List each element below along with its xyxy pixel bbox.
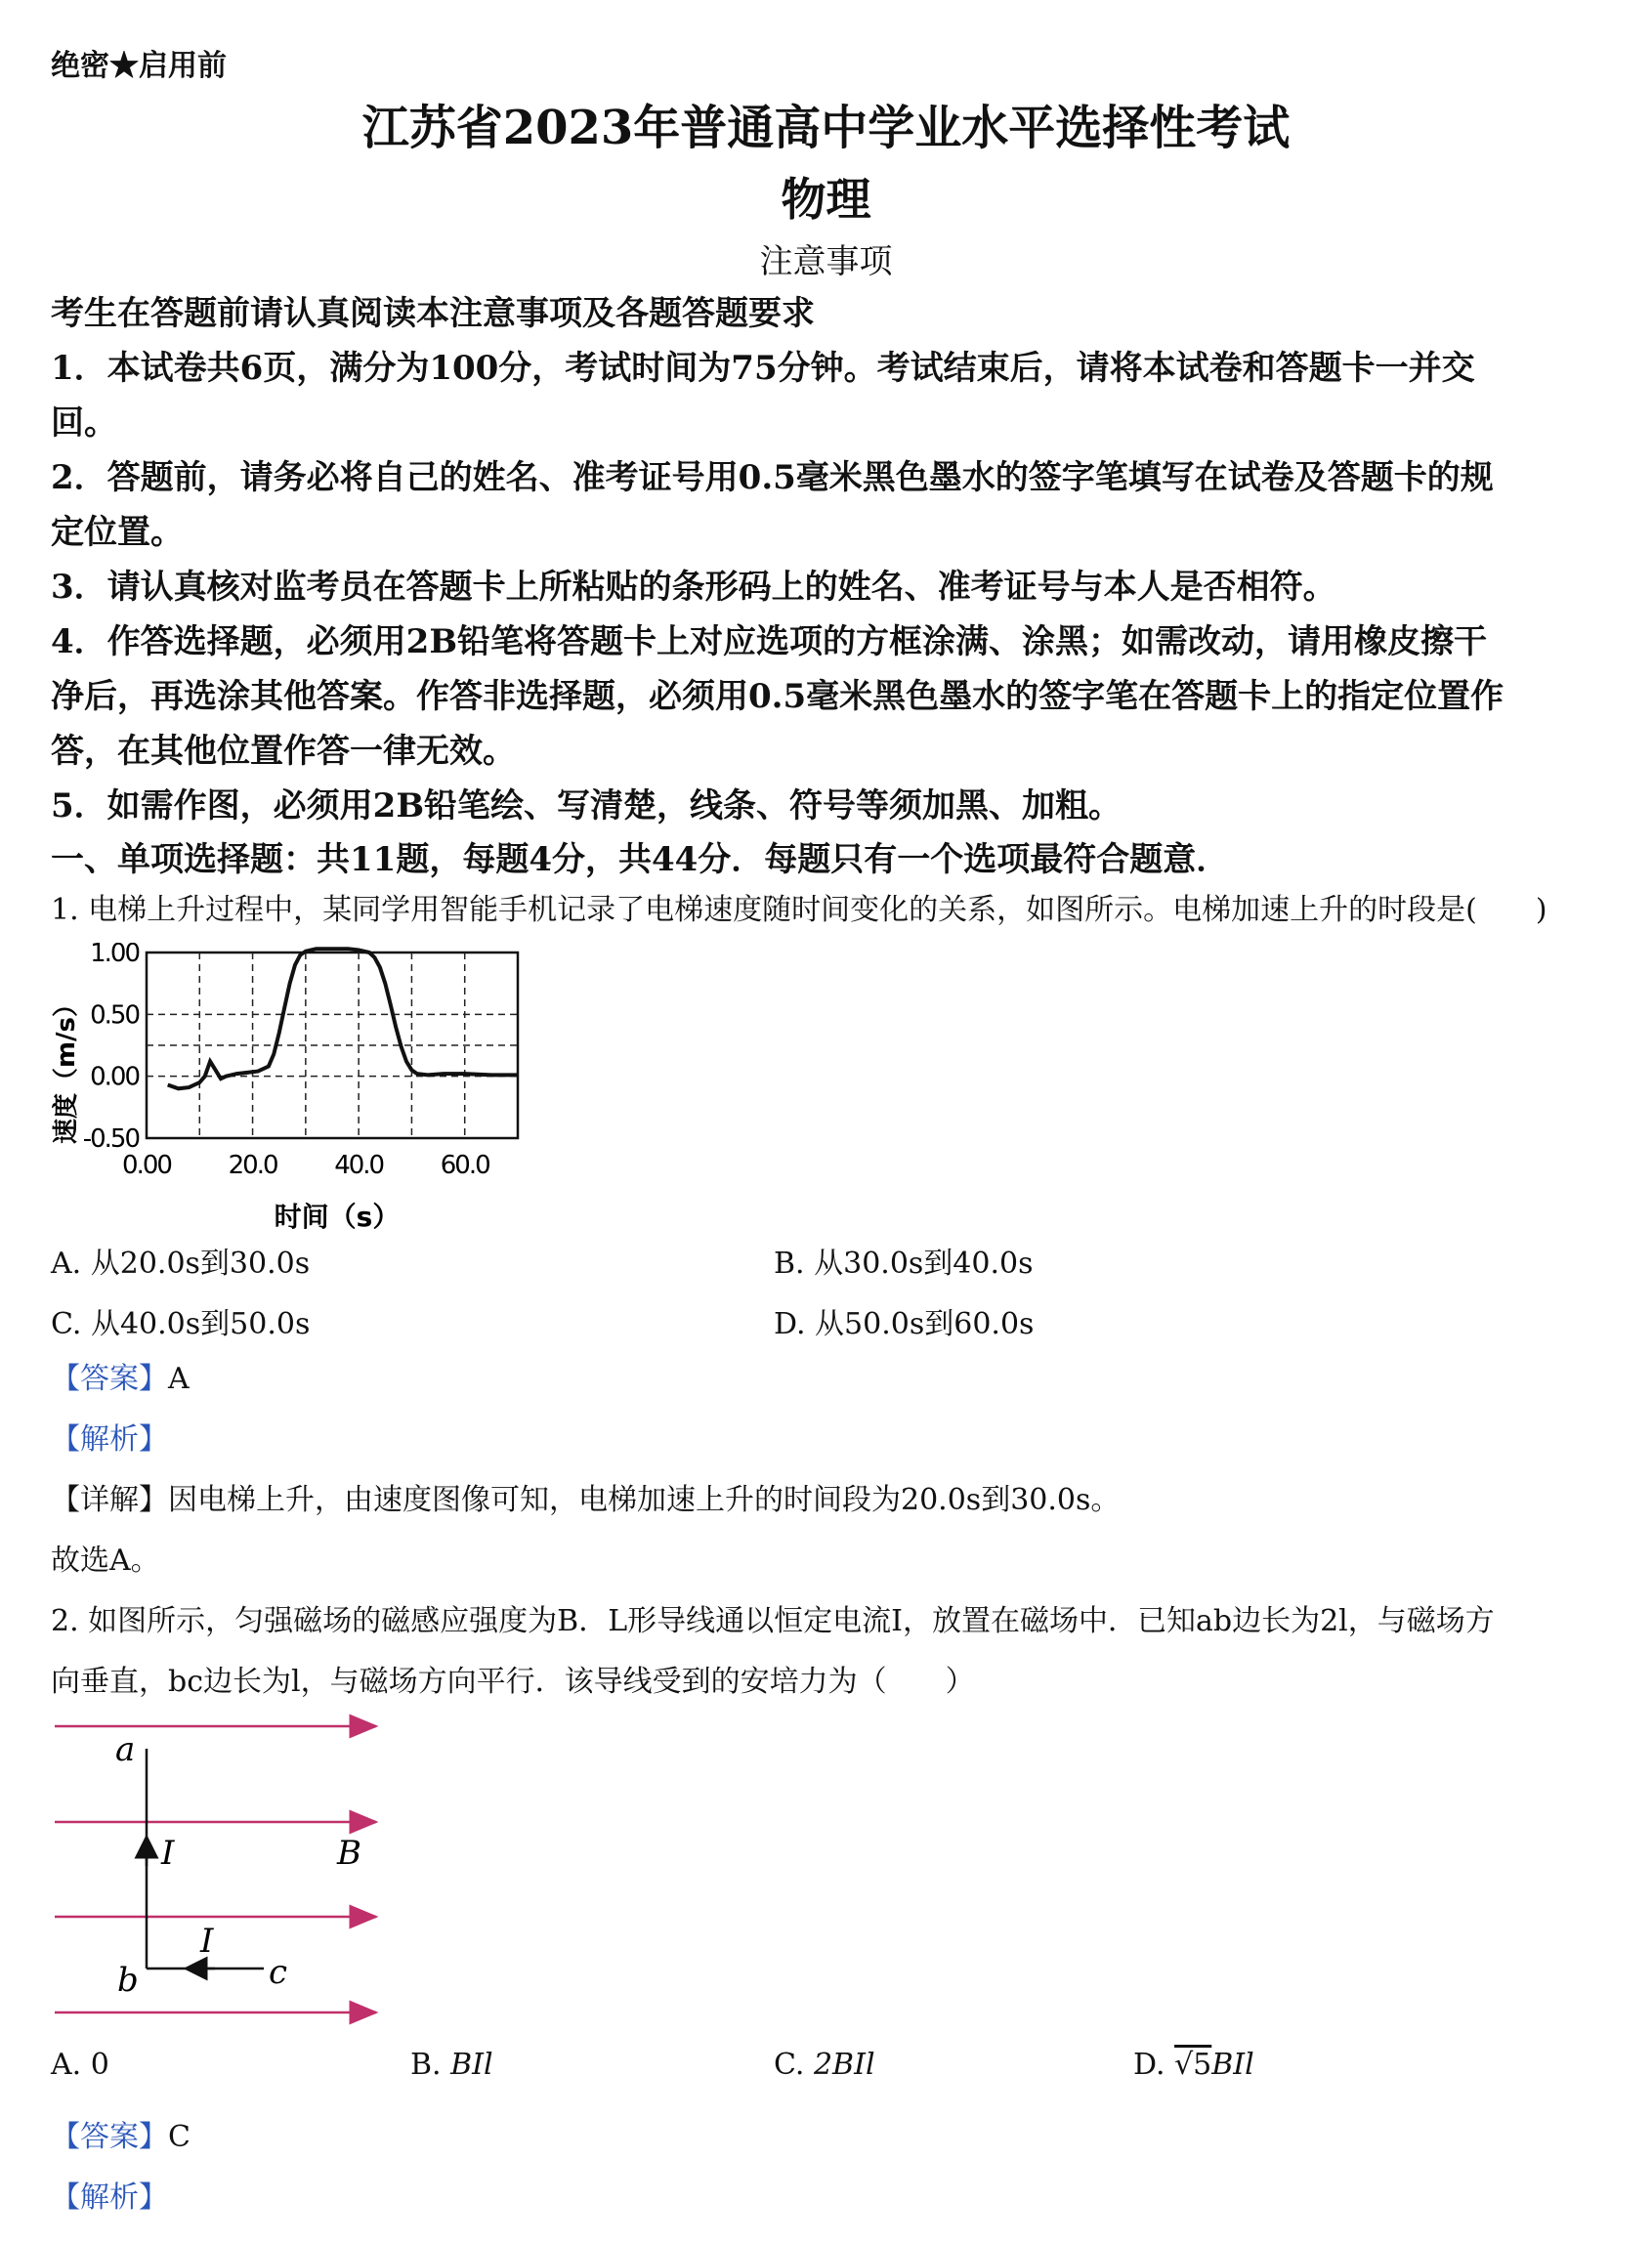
x-tick-label-1: 20.0: [228, 1151, 277, 1180]
q2-option-d-sqrt: √5: [1174, 2048, 1212, 2082]
q1-option-b[interactable]: B. 从30.0s到40.0s: [774, 1247, 1034, 1281]
instruction-5: 5．如需作图，必须用2B铅笔绘、写清楚，线条、符号等须加黑、加粗。: [51, 786, 1123, 826]
q2-option-c-value: 2BIl: [813, 2048, 875, 2082]
q2-option-c[interactable]: [774, 2048, 875, 2082]
q1-analysis-label: 【解析】: [51, 1422, 168, 1457]
q2-option-d-value: BIl: [1211, 2048, 1254, 2082]
q1-stem: 1. 电梯上升过程中，某同学用智能手机记录了电梯速度随时间变化的关系，如图所示。电梯加速上升的时段是( ): [51, 893, 1547, 927]
instruction-4c: 答，在其他位置作答一律无效。: [51, 732, 516, 771]
y-tick-label-1: 0.50: [90, 1000, 139, 1031]
q1-option-d[interactable]: D. 从50.0s到60.0s: [774, 1307, 1035, 1341]
q1-option-a[interactable]: A. 从20.0s到30.0s: [51, 1247, 311, 1281]
q2-stem-line2: 向垂直，bc边长为l，与磁场方向平行．该导线受到的安培力为（ ）: [51, 1665, 975, 1699]
label-current-ab: I: [161, 1834, 175, 1873]
q2-option-a[interactable]: A. 0: [51, 2048, 109, 2082]
instruction-2a: 2．答题前，请务必将自己的姓名、准考证号用0.5毫米黑色墨水的签字笔填写在试卷及答题卡的规: [51, 458, 1494, 497]
y-tick-label-3: -0.50: [82, 1124, 139, 1154]
x-tick-label-0: 0.00: [122, 1151, 171, 1180]
instruction-4b: 净后，再选涂其他答案。作答非选择题，必须用0.5毫米黑色墨水的签字笔在答题卡上的指定位置作: [51, 677, 1504, 716]
label-b: b: [117, 1961, 139, 2000]
instruction-2b: 定位置。: [51, 513, 184, 552]
x-tick-label-2: 40.0: [334, 1151, 384, 1180]
q2-option-b[interactable]: [410, 2048, 493, 2082]
q1-detail: [51, 1471, 1120, 1530]
q2-option-b-prefix: B.: [410, 2048, 451, 2082]
chart-y-axis-label: 速度（m/s）: [52, 991, 81, 1145]
confidential-mark: 绝密★启用前: [51, 49, 227, 83]
chart-x-axis-label: 时间（s）: [274, 1201, 401, 1233]
q2-option-b-value: BIl: [450, 2048, 493, 2082]
q1-answer-label: 【答案】: [51, 1362, 168, 1396]
q2-option-d[interactable]: [1133, 2048, 1254, 2082]
label-field-b: B: [337, 1834, 361, 1873]
instruction-1a: 1．本试卷共6页，满分为100分，考试时间为75分钟。考试结束后，请将本试卷和答题卡一并交: [51, 349, 1475, 388]
q1-answer: [51, 1350, 190, 1409]
q1-detail-text: 因电梯上升，由速度图像可知，电梯加速上升的时间段为20.0s到30.0s。: [168, 1483, 1121, 1517]
q1-analysis: [51, 1411, 168, 1469]
q2-option-d-prefix: D.: [1133, 2048, 1175, 2082]
label-c: c: [269, 1953, 288, 1992]
velocity-chart-svg: [39, 943, 547, 1236]
q2-stem-line1: 2. 如图所示，匀强磁场的磁感应强度为B．L形导线通以恒定电流I，放置在磁场中．已知ab边长为2l，与磁场方: [51, 1604, 1495, 1638]
q2-analysis-label: 【解析】: [51, 2180, 168, 2215]
q2-analysis: [51, 2169, 168, 2227]
q1-detail-label: 【详解】: [51, 1483, 168, 1517]
chart-frame: [147, 953, 518, 1138]
q1-answer-value: A: [168, 1362, 190, 1396]
label-current-bc: I: [200, 1922, 214, 1961]
magnetic-field-diagram: [39, 1710, 391, 2032]
subject-title: 物理: [781, 173, 871, 226]
instruction-4a: 4．作答选择题，必须用2B铅笔将答题卡上对应选项的方框涂满、涂黑；如需改动，请用橡皮擦干: [51, 622, 1488, 661]
y-tick-label-2: 0.00: [90, 1062, 139, 1092]
section-heading: 一、单项选择题：共11题，每题4分，共44分．每题只有一个选项最符合题意．: [51, 840, 1230, 879]
q2-answer-label: 【答案】: [51, 2120, 168, 2154]
q2-answer: [51, 2108, 191, 2167]
velocity-chart: [39, 943, 547, 1236]
instructions-intro: 考生在答题前请认真阅读本注意事项及各题答题要求: [51, 294, 815, 333]
q1-conclusion: 故选A。: [51, 1544, 160, 1578]
instruction-3: 3．请认真核对监考员在答题卡上所粘贴的条形码上的姓名、准考证号与本人是否相符。: [51, 568, 1336, 607]
label-a: a: [115, 1730, 136, 1769]
notice-heading: 注意事项: [759, 242, 893, 281]
q2-answer-value: C: [168, 2120, 191, 2154]
instruction-1b: 回。: [51, 403, 117, 443]
q1-option-c[interactable]: C. 从40.0s到50.0s: [51, 1307, 311, 1341]
exam-title: 江苏省2023年普通高中学业水平选择性考试: [361, 101, 1291, 155]
x-tick-label-3: 60.0: [440, 1151, 489, 1180]
magnetic-field-diagram-svg: [39, 1710, 391, 2032]
q2-option-c-prefix: C.: [774, 2048, 814, 2082]
y-tick-label-0: 1.00: [90, 943, 139, 968]
